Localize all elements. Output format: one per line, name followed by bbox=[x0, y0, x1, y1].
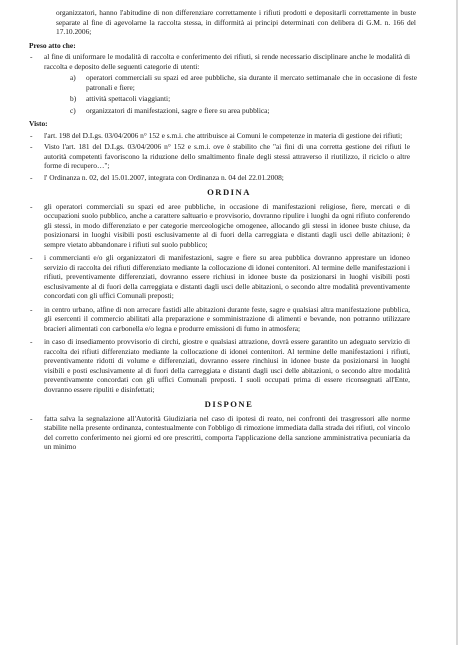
ordina-item-text: gli operatori commerciali su spazi ed aree pubbliche, in occasione di manifestazioni religiose, fiere, mercati e di occupazioni suolo pubblico, anche a carattere saltuario e provvisorio, dovranno ripulire i luoghi da ogni rifiuto conferendo gli stessi, in modo differenziato e per categorie merceologiche omogenee, allocando gli stessi in idonee buste chiuse, da posizionarsi in luoghi visibili posti esclusivamente al di fuori della carreggiata e distanti dagli usci delle abitazioni; è sempre vietato abbandonare i rifiuti sul suolo pubblico; bbox=[44, 201, 410, 249]
bullet-dash: - bbox=[30, 304, 33, 314]
visto-heading: Visto: bbox=[29, 119, 48, 128]
visto-item-text: l' Ordinanza n. 02, del 15.01.2007, integrata con Ordinanza n. 04 del 22.01.2008; bbox=[44, 172, 284, 182]
preso-atto-heading: Preso atto che: bbox=[29, 40, 76, 50]
dispone-item bbox=[0, 414, 458, 452]
visto-item bbox=[0, 173, 458, 183]
ordina-item-text: in centro urbano, alfine di non arrecare fastidi alle abitazioni durante feste, sagre e qualsiasi altra manifestazione pubblica, gli esercenti il commercio abilitati alla preparazione e somministrazione di alimenti e bevande, non potranno utilizzare bracieri alimentati con carbonella e/o legna e produrre emissioni di fumo in atmosfera; bbox=[44, 304, 410, 333]
bullet-dash: - bbox=[30, 253, 33, 262]
bullet-dash: - bbox=[30, 172, 33, 182]
ordina-item bbox=[0, 253, 458, 301]
visto-item bbox=[0, 131, 458, 141]
ordina-title: ORDINA bbox=[207, 187, 251, 197]
sub-item-letter: b) bbox=[70, 94, 77, 103]
sub-item-text: organizzatori di manifestazioni, sagre e fiere su area pubblica; bbox=[86, 105, 270, 115]
ordina-item bbox=[0, 337, 458, 394]
bullet-dash: - bbox=[30, 337, 33, 346]
sub-item-letter: a) bbox=[70, 73, 76, 82]
ordina-item-text: i commercianti e/o gli organizzatori di manifestazioni, sagre e fiere su area pubblica dovranno apprestare un idoneo servizio di raccolta dei rifiuti differenziato mediante la collocazione di idonei contenitori. Al termine delle manifestazioni i rifiuti, preventivamente differenziati, dovranno essere richiusi in idonee buste da posizionarsi in luoghi visibili posti esclusivamente al di fuori della carreggiata e distanti dagli usci delle abitazioni, o secondo altre modalità preventivamente concordati con gli uffici Comunali preposti; bbox=[44, 253, 410, 300]
preso-atto-text: al fine di uniformare le modalità di raccolta e conferimento dei rifiuti, si rende necessario disciplinare anche le modalità di raccolta e deposito delle seguenti categorie di utenti: bbox=[44, 52, 410, 71]
sub-item-a bbox=[70, 73, 458, 92]
visto-item bbox=[0, 142, 458, 171]
sub-item-text: operatori commerciali su spazi ed aree pubbliche, sia durante il mercato settimanale che in occasione di feste patronali e fiere; bbox=[86, 73, 417, 92]
bullet-dash: - bbox=[30, 130, 33, 140]
ordina-item bbox=[0, 202, 458, 250]
sub-item-c bbox=[70, 106, 458, 116]
ordina-item-text: in caso di insediamento provvisorio di circhi, giostre e qualsiasi attrazione, dovrà essere garantito un adeguato servizio di raccolta dei rifiuti differenziato mediante la collocazione di idonei contenitori. Al termine delle manifestazioni i rifiuti, preventivamente ridotti di volume e differenziati, dovranno essere rinchiusi in idonee buste da posizionarsi in luoghi visibili e posti esclusivamente al di fuori della carreggiata e distanti dagli usci delle abitazioni, o secondo altre modalità preventivamente concordati con gli uffici Comunali preposti. I suoli occupati prima di essere riconsegnati all'Ente, dovranno essere ripuliti e disinfettati; bbox=[44, 337, 410, 394]
dispone-item-text: fatta salva la segnalazione all'Autorità Giudiziaria nel caso di ipotesi di reato, nei confronti dei trasgressori alle norme stabilite nella presente ordinanza, contestualmente con l'obbligo di rimozione immediata dalla strada dei rifiuti, col vincolo del corretto conferimento nei giorni ed ore prescritti, comporta l'applicazione della sanzione amministrativa pecuniaria da un minimo bbox=[44, 413, 410, 451]
bullet-dash: - bbox=[30, 201, 33, 211]
sub-item-b bbox=[70, 94, 458, 104]
preso-atto-bullet bbox=[0, 52, 458, 71]
sub-item-text: attività spettacoli viaggianti; bbox=[86, 94, 171, 103]
bullet-dash: - bbox=[30, 142, 33, 151]
bullet-dash: - bbox=[30, 413, 33, 423]
sub-item-letter: c) bbox=[70, 105, 76, 115]
visto-item-text: Visto l'art. 181 del D.Lgs. 03/04/2006 n° 152 e s.m.i. ove è stabilito che "ai fini di una corretta gestione dei rifiuti le autorità competenti favoriscono la riduzione dello smaltimento finale degli stessi attraverso il riutilizzo, il riciclo o altre forme di recupero…"; bbox=[44, 142, 410, 170]
dispone-title: DISPONE bbox=[204, 399, 254, 409]
ordina-item bbox=[0, 305, 458, 334]
intro-paragraph: organizzatori, hanno l'abitudine di non differenziare correttamente i rifiuti prodotti e depositarli correttamente in buste separate al fine di agevolarne la raccolta stessa, in difformità ai principi determinati con delibera di G.M. n. 166 del 17.10.2006; bbox=[56, 8, 416, 36]
visto-item-text: l'art. 198 del D.Lgs. 03/04/2006 n° 152 e s.m.i. che attribuisce ai Comuni le competenze in materia di gestione dei rifiuti; bbox=[44, 130, 403, 140]
bullet-dash: - bbox=[30, 52, 33, 61]
